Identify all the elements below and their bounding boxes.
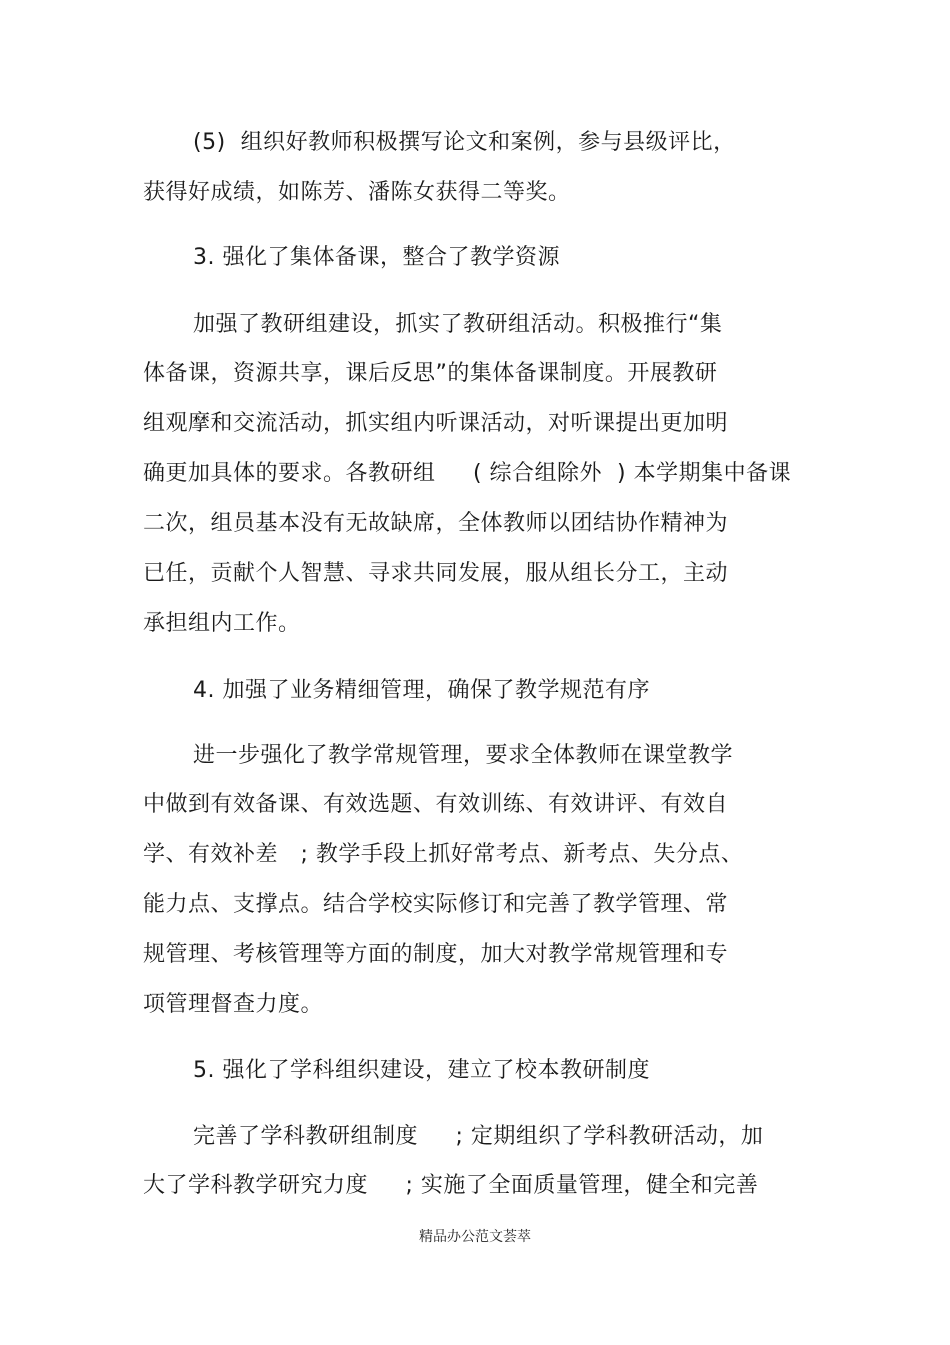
section-heading: 4. 加强了业务精细管理，确保了教学规范有序 xyxy=(193,678,650,703)
paragraph-line: 二次，组员基本没有无故缺席，全体教师以团结协作精神为 xyxy=(143,511,729,536)
paragraph-line: 组观摩和交流活动，抓实组内听课活动，对听课提出更加明 xyxy=(143,411,729,436)
paragraph-line: 学、有效补差 ; 教学手段上抓好常考点、新考点、失分点、 xyxy=(143,842,744,867)
paragraph-line: 中做到有效备课、有效选题、有效训练、有效讲评、有效自 xyxy=(143,792,729,817)
section-heading: 3. 强化了集体备课，整合了教学资源 xyxy=(193,245,560,270)
paragraph-line: 获得好成绩，如陈芳、潘陈女获得二等奖。 xyxy=(143,180,571,205)
paragraph-line: 规管理、考核管理等方面的制度，加大对教学常规管理和专 xyxy=(143,942,729,967)
paragraph-line: 能力点、支撑点。结合学校实际修订和完善了教学管理、常 xyxy=(143,892,729,917)
paragraph-line: 确更加具体的要求。各教研组 ( 综合组除外 ) 本学期集中备课 xyxy=(143,461,792,486)
paragraph-line: (5) 组织好教师积极撰写论文和案例，参与县级评比， xyxy=(193,130,736,155)
page-footer: 精品办公范文荟萃 xyxy=(419,1229,531,1245)
paragraph-line: 完善了学科教研组制度 ; 定期组织了学科教研活动，加 xyxy=(193,1124,764,1149)
section-heading: 5. 强化了学科组织建设，建立了校本教研制度 xyxy=(193,1058,650,1083)
paragraph-line: 项管理督查力度。 xyxy=(143,992,324,1017)
paragraph-line: 进一步强化了教学常规管理，要求全体教师在课堂教学 xyxy=(193,743,734,768)
paragraph-line: 加强了教研组建设，抓实了教研组活动。积极推行“集 xyxy=(193,312,723,337)
paragraph-line: 大了学科教学研究力度 ; 实施了全面质量管理，健全和完善 xyxy=(143,1173,759,1198)
paragraph-line: 体备课，资源共享，课后反思”的集体备课制度。开展教研 xyxy=(143,361,718,386)
paragraph-line: 承担组内工作。 xyxy=(143,611,301,636)
paragraph-line: 已任，贡献个人智慧、寻求共同发展，服从组长分工，主动 xyxy=(143,561,729,586)
